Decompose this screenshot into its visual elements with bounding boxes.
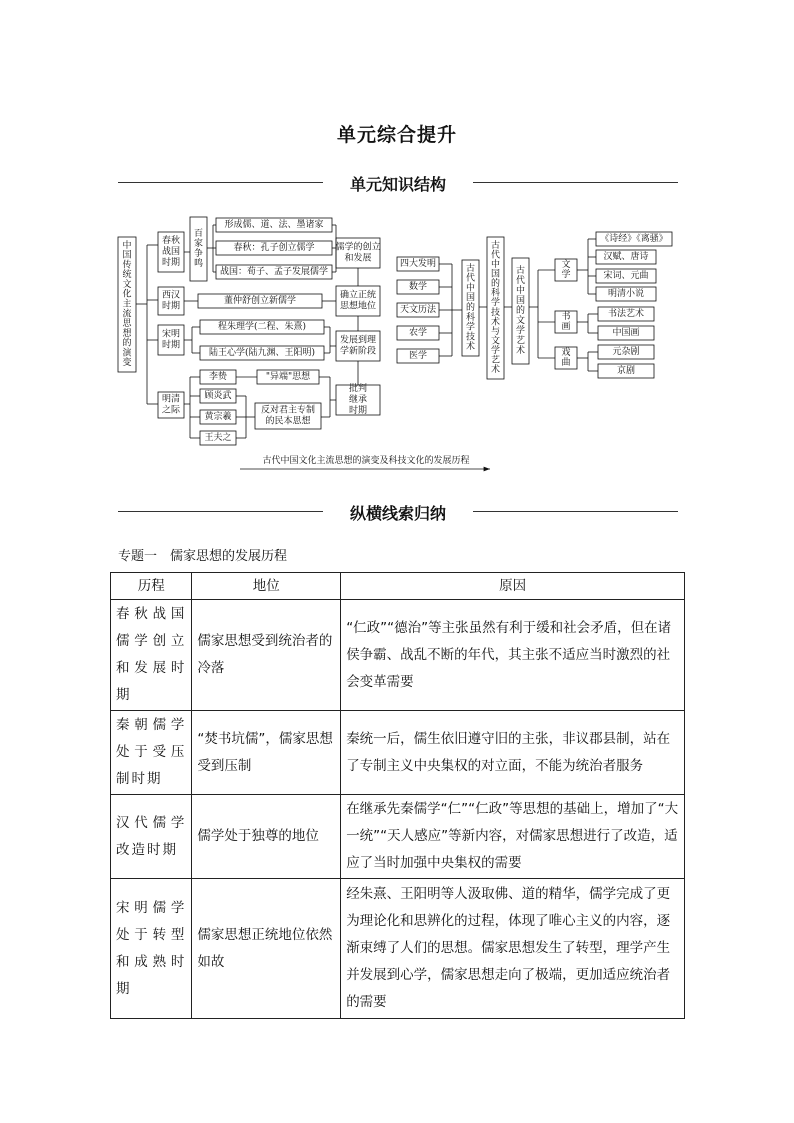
item-lizhi: 李贽 [208,372,228,382]
item-schools: 形成儒、道、法、墨诸家 [224,220,324,230]
stage-node: 发展到理学新阶段 [339,335,377,357]
cell-status: “焚书坑儒”，儒家思想受到压制 [192,711,341,795]
table-header-row [111,573,685,600]
cell-period: 汉代儒学改造时期 [111,795,192,879]
literature-item: 汉赋、唐诗 [603,252,649,262]
item-confucius: 春秋：孔子创立儒学 [233,243,315,253]
calligraphy-item: 书法艺术 [607,309,645,319]
table-row [111,600,685,711]
item-mencius: 战国：荀子、孟子发展儒学 [219,267,329,277]
topic-label: 专题一 儒家思想的发展历程 [118,549,288,564]
section-title-clues: 纵横线索归纳 [349,504,446,523]
stage-node: 儒学的创立和发展 [335,242,381,264]
item-wang: 王夫之 [204,433,232,443]
sci-item: 天文历法 [399,305,437,315]
cell-status: 儒家思想受到统治者的冷落 [192,600,341,711]
table-row [111,711,685,795]
sci-item: 农学 [408,328,428,338]
cell-reason: 秦统一后，儒生依旧遵守旧的主张，非议郡县制，站在了专制主义中央集权的对立面，不能为统治者服务 [341,711,685,795]
literature-item: 宋词、元曲 [603,271,649,281]
item-huang: 黄宗羲 [204,412,232,422]
cell-reason: 经朱熹、王阳明等人汲取佛、道的精华，儒学完成了更为理论化和思辨化的过程，体现了唯心主义的内容，逐渐束缚了人们的思想。儒家思想发生了转型，理学产生并发展到心学，儒家思想走向了极端，更加适应统治者的需要 [341,879,685,1019]
root-node: 中国传统文化主流思想的演变 [122,240,132,369]
cell-period: 秦朝儒学处于受压制时期 [111,711,192,795]
item-gu: 顾炎武 [204,391,232,401]
baijia-node: 百家争鸣 [193,229,204,269]
period-node: 西汉时期 [161,290,181,312]
timeline-caption: 古代中国文化主流思想的演变及科技文化的发展历程 [262,456,470,466]
opera-item: 京剧 [616,366,636,376]
period-node: 宋明时期 [161,329,181,351]
item-dong: 董仲舒创立新儒学 [223,296,297,306]
item-cheng-zhu: 程朱理学(二程、朱熹) [217,322,307,332]
calligraphy-item: 中国画 [612,328,640,338]
period-node: 春秋战国时期 [161,236,181,268]
cell-period: 宋明儒学处于转型和成熟时期 [111,879,192,1019]
cell-reason: “仁政”“德治”等主张虽然有利于缓和社会矛盾，但在诸侯争霸、战乱不断的年代，其主张不适应当时激烈的社会变革需要 [341,600,685,711]
page-title: 单元综合提升 [336,124,457,146]
item-democratic: 反对君主专制的民本思想 [260,405,316,427]
sci-item: 四大发明 [399,259,437,269]
table-row [111,879,685,1019]
knowledge-structure-diagram [0,0,794,480]
lit-branch: 书画 [561,312,571,332]
confucian-history-table [110,572,685,1019]
center-node: 古代中国的科学技术与文学艺术 [490,240,501,376]
item-heresy: "异端"思想 [265,372,311,382]
period-node: 明清之际 [161,394,181,416]
section-title-structure: 单元知识结构 [349,175,446,194]
column-header-reason: 原因 [341,573,685,600]
stage-node: 确立正统思想地位 [339,290,377,312]
column-header-period: 历程 [111,573,192,600]
cell-reason: 在继承先秦儒学“仁”“仁政”等思想的基础上，增加了“大一统”“天人感应”等新内容，对儒家思想进行了改造，适应了当时加强中央集权的需要 [341,795,685,879]
column-header-status: 地位 [192,573,341,600]
opera-item: 元杂剧 [612,347,640,357]
table-row [111,795,685,879]
cell-period: 春秋战国儒学创立和发展时期 [111,600,192,711]
literature-item: 明清小说 [607,289,645,299]
cell-status: 儒家思想正统地位依然如故 [192,879,341,1019]
section-heading-clues [118,501,678,521]
lit-node: 古代中国的文学艺术 [515,266,526,356]
literature-item: 《诗经》《离骚》 [600,234,668,244]
sci-item: 医学 [408,351,428,361]
stage-node: 批判继承时期 [348,384,368,416]
heading-rule-right [473,511,678,512]
item-lu-wang: 陆王心学(陆九渊、王阳明) [208,348,316,358]
cell-status: 儒学处于独尊的地位 [192,795,341,879]
sci-node: 古代中国的科学技术 [465,263,476,353]
sci-item: 数学 [408,282,428,292]
lit-branch: 文学 [561,260,571,280]
lit-branch: 戏曲 [561,348,571,368]
